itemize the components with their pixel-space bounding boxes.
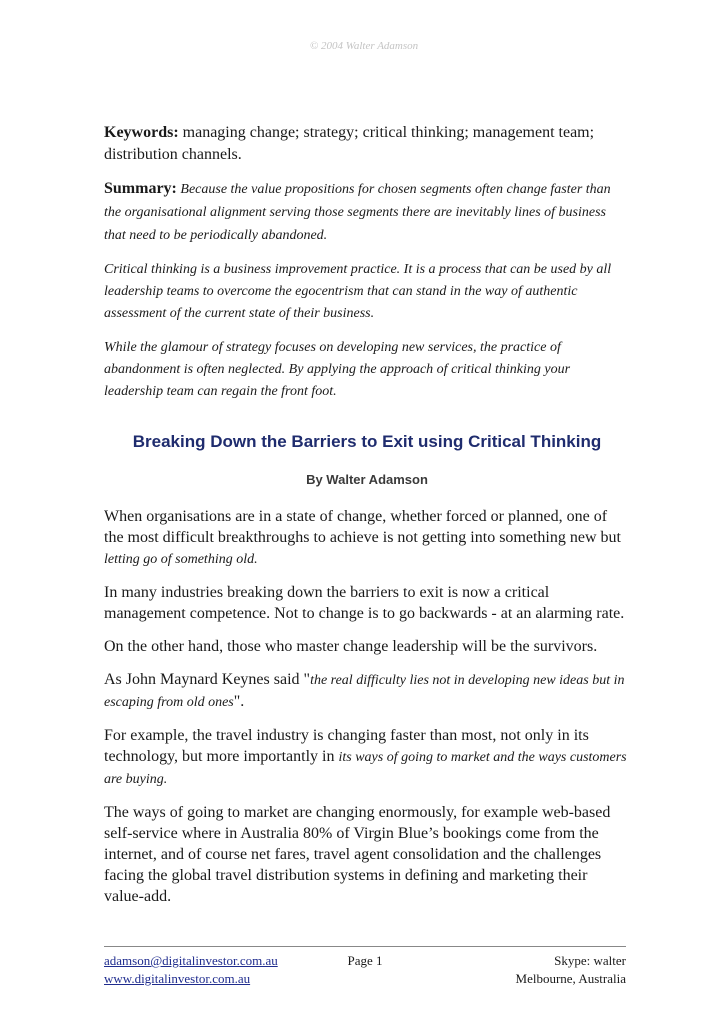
keywords-text: managing change; strategy; critical thinking; management team; distribution channels.: [104, 124, 595, 163]
body-paragraph-5: [104, 725, 630, 790]
footer-divider: [104, 946, 626, 947]
body-paragraph-2: In many industries breaking down the barriers to exit is now a critical management competence. Not to change is to go backwards - at an alarming rate.: [104, 584, 625, 622]
body-paragraph-1: [104, 506, 630, 570]
summary-paragraph-3: While the glamour of strategy focuses on developing new services, the practice of abandonment is often neglected. By applying the approach of critical thinking your leadership team can regain the front foot.: [104, 340, 571, 399]
page-number: Page 1: [347, 953, 383, 968]
body-paragraph-1-text: When organisations are in a state of change, whether forced or planned, one of the most difficult breakthroughs to achieve is not getting into something new but: [104, 508, 621, 546]
location-text: Melbourne, Australia: [515, 971, 626, 986]
skype-contact: Skype: walter: [554, 953, 626, 968]
summary-paragraph: [104, 178, 630, 247]
keywords-label: Keywords:: [104, 124, 179, 141]
body-paragraph-4: [104, 669, 630, 713]
abstract-block: [104, 122, 630, 415]
body-paragraph-5-emphasis: its ways of going to market and the ways customers are buying.: [104, 750, 627, 787]
body-paragraph-3: On the other hand, those who master change leadership will be the survivors.: [104, 638, 598, 655]
body-paragraph-6: The ways of going to market are changing enormously, for example web-based self-service where in Australia 80% of Virgin Blue’s bookings come from the internet, and of course net fares, travel agent consolidation and the challenges facing the global travel distribution systems in defining and marketing their value-add.: [104, 804, 611, 905]
footer-row-1: [104, 952, 626, 970]
body-paragraph-1-emphasis: letting go of something old.: [104, 552, 258, 567]
copyright-header: © 2004 Walter Adamson: [309, 40, 419, 52]
body-paragraph-5-text: For example, the travel industry is changing faster than most, not only in its technology, but more importantly in: [104, 727, 589, 765]
article-title: Breaking Down the Barriers to Exit using Critical Thinking: [132, 432, 602, 451]
body-paragraph-4-close: ".: [233, 693, 245, 710]
summary-label: Summary:: [104, 180, 177, 197]
keywords-paragraph: [104, 122, 630, 166]
keynes-quote: the real difficulty lies not in developing new ideas but in escaping from old ones: [104, 673, 625, 710]
summary-paragraph-2: Critical thinking is a business improvement practice. It is a process that can be used by all leadership teams to overcome the egocentrism that can stand in the way of authentic assessment of the current state of their business.: [104, 262, 612, 321]
article-byline: By Walter Adamson: [306, 472, 428, 487]
article-body: [104, 506, 630, 919]
website-link[interactable]: www.digitalinvestor.com.au: [104, 971, 251, 986]
footer-row-2: [104, 970, 626, 988]
email-link[interactable]: adamson@digitalinvestor.com.au: [104, 953, 278, 968]
page-footer: [104, 952, 626, 988]
summary-text: Because the value propositions for chosen segments often change faster than the organisational alignment serving those segments there are inevitably lines of business that need to be periodically abandoned.: [104, 182, 611, 243]
body-paragraph-4-text: As John Maynard Keynes said ": [104, 671, 311, 688]
